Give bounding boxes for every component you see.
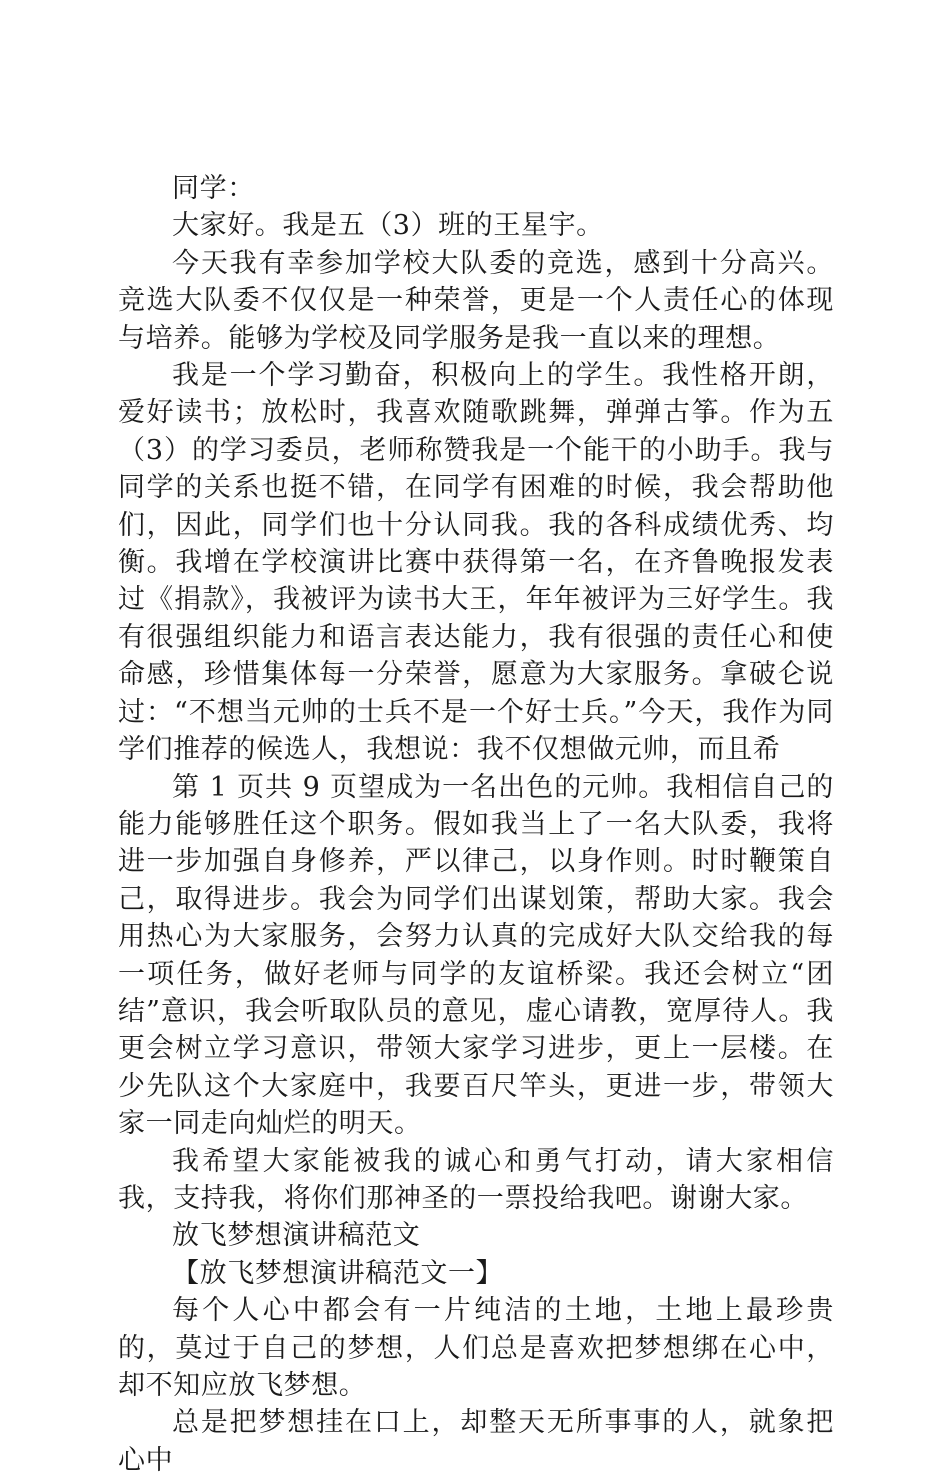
body-paragraph: 总是把梦想挂在口上，却整天无所事事的人，就象把心中: [118, 1407, 834, 1476]
body-paragraph: 我是一个学习勤奋，积极向上的学生。我性格开朗，爱好读书；放松时，我喜欢随歌跳舞，弹弹古筝。作为五（3）的学习委员，老师称赞我是一个能干的小助手。我与同学的关系也挺不错，在同学有困难的时候，我会帮助他们，因此，同学们也十分认同我。我的各科成绩优秀、均衡。我增在学校演讲比赛中获得第一名，在齐鲁晚报发表过《捐款》，我被评为读书大王，年年被评为三好学生。我有很强组织能力和语言表达能力，我有很强的责任心和使命感，珍惜集体每一分荣誉，愿意为大家服务。拿破仑说过：“不想当元帅的士兵不是一个好士兵。”今天，我作为同学们推荐的候选人，我想说：我不仅想做元帅，而且希: [118, 360, 834, 766]
intro-paragraph: 大家好。我是五（3）班的王星宇。: [172, 210, 604, 242]
document-body: [118, 170, 834, 1479]
closing-paragraph: 我希望大家能被我的诚心和勇气打动，请大家相信我，支持我，将你们那神圣的一票投给我吧。谢谢大家。: [118, 1145, 834, 1214]
body-paragraph: 每个人心中都会有一片纯洁的土地，土地上最珍贵的，莫过于自己的梦想，人们总是喜欢把梦想绑在心中，却不知应放飞梦想。: [118, 1295, 834, 1401]
section-subtitle: 【放飞梦想演讲稿范文一】: [172, 1257, 504, 1289]
body-paragraph: 今天我有幸参加学校大队委的竞选，感到十分高兴。竞选大队委不仅仅是一种荣誉，更是一个人责任心的体现与培养。能够为学校及同学服务是我一直以来的理想。: [118, 247, 834, 354]
greeting-paragraph: 同学：: [172, 173, 255, 204]
body-paragraph: 第 1 页共 9 页望成为一名出色的元帅。我相信自己的能力能够胜任这个职务。假如我当上了一名大队委，我将进一步加强自身修养，严以律己，以身作则。时时鞭策自己，取得进步。我会为同学们出谋划策，帮助大家。我会用热心为大家服务，会努力认真的完成好大队交给我的每一项任务，做好老师与同学的友谊桥梁。我还会树立“团结”意识，我会听取队员的意见，虚心请教，宽厚待人。我更会树立学习意识，带领大家学习进步，更上一层楼。在少先队这个大家庭中，我要百尺竿头，更进一步，带领大家一同走向灿烂的明天。: [118, 771, 834, 1140]
section-title: 放飞梦想演讲稿范文: [172, 1220, 421, 1252]
